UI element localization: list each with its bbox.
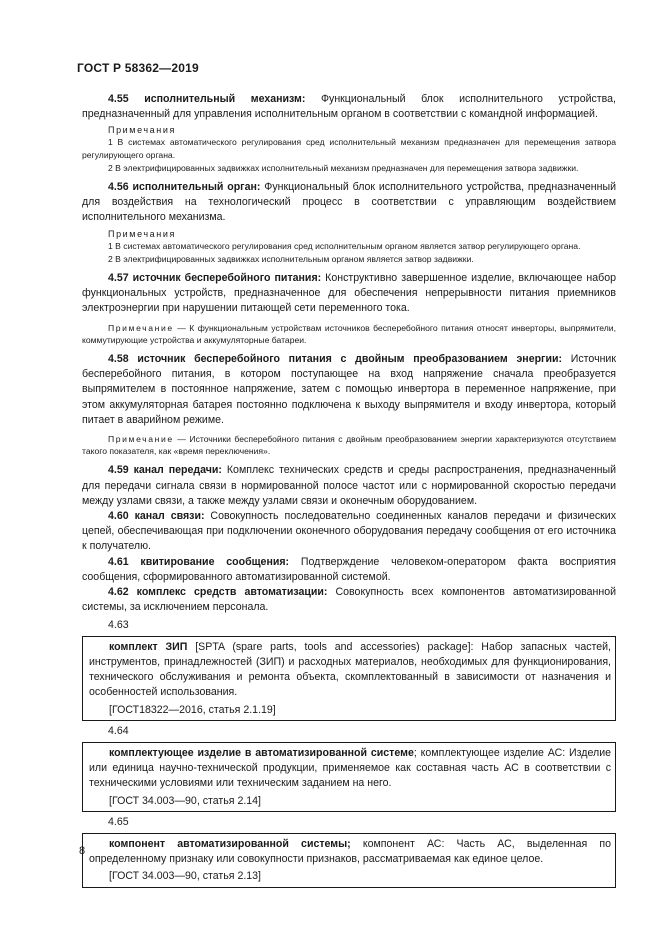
term-name: комплектующее изделие в автоматизированной системе <box>109 746 414 759</box>
note-label: Примечание <box>108 434 174 445</box>
term-definition: Совокупность всех компонентов автоматизированной системы, за исключением персонала. <box>82 586 617 614</box>
term-number: 4.62 <box>108 586 129 599</box>
document-body <box>82 92 616 891</box>
term-number: 4.56 <box>108 181 129 194</box>
definition-4-65 <box>89 837 611 867</box>
note-text: — К функциональным устройствам источников бесперебойного питания относят инверторы, выпрямители, коммутирующие устройства и аккумуляторные батареи. <box>82 322 616 345</box>
term-name: комплект ЗИП <box>109 640 188 653</box>
definition-4-56 <box>82 180 616 226</box>
term-number: 4.65 <box>108 815 129 828</box>
term-number: 4.60 <box>108 510 129 523</box>
term-number: 4.64 <box>108 724 129 737</box>
term-definition: Функциональный блок исполнительного устройства, предназначенный для воздействия на технологический процесс в соответствии с управляющим воздействием исполнительного механизма. <box>82 181 616 224</box>
term-definition: ; комплектующее изделие АС: Изделие или единица научно-технической продукции, применяемое как составная часть АС в соответствии с техническими условиями или техническим заданием на него. <box>89 746 612 790</box>
term-number: 4.57 <box>108 272 129 285</box>
note-item <box>82 322 616 346</box>
term-name: источник бесперебойного питания: <box>132 272 322 285</box>
note-text: — Источники бесперебойного питания с двойным преобразованием энергии характеризуются отсутствием такого показателя, как «время переключения». <box>82 434 616 457</box>
term-number: 4.61 <box>108 555 129 568</box>
term-number: 4.58 <box>108 353 129 366</box>
term-definition: Совокупность последовательно соединенных каналов передачи и физических цепей, обеспечивающая при подключении оконечного оборудования передачу сообщения от его источника к получателю. <box>82 510 616 553</box>
note-label: Примечание <box>108 322 174 333</box>
source-reference: [ГОСТ 34.003—90, статья 2.14] <box>109 794 262 807</box>
term-name: канал связи: <box>134 510 205 523</box>
term-name: компонент автоматизированной системы; <box>109 837 351 850</box>
source-reference: [ГОСТ 34.003—90, статья 2.13] <box>109 870 262 883</box>
definition-4-64 <box>89 746 611 792</box>
note-item: 2 В электрифицированных задвижках исполнительным органом является затвор задвижки. <box>108 253 474 264</box>
cited-definition-box <box>82 742 616 812</box>
definition-4-61 <box>82 555 616 585</box>
term-number: 4.55 <box>108 93 129 105</box>
page-number: 8 <box>79 845 86 857</box>
notes-heading: Примечания <box>108 125 176 136</box>
term-definition: Конструктивно завершенное изделие, включающее набор функциональных устройств, предназначенное для обеспечения непрерывности питания приемников электроэнергии при нарушении питающей сети переменного тока. <box>82 272 616 315</box>
definition-4-59 <box>82 463 616 509</box>
term-number: 4.63 <box>108 618 129 631</box>
definition-4-63 <box>89 640 611 701</box>
definition-4-62 <box>82 585 616 615</box>
term-name: исполнительный орган: <box>132 181 261 194</box>
definition-4-55 <box>82 92 616 122</box>
note-item <box>82 433 616 457</box>
term-name: канал передачи: <box>133 464 222 477</box>
note-item: 1 В системах автоматического регулирования сред исполнительным органом является затвор регулирующего органа. <box>108 240 581 251</box>
note-item: 1 В системах автоматического регулирования сред исполнительный механизм предназначен для перемещения затвора регулирующего органа. <box>82 137 616 160</box>
definition-4-57 <box>82 271 616 317</box>
term-number: 4.59 <box>108 464 129 477</box>
term-definition: Комплекс технических средств и среды распространения, предназначенный для передачи сигнала связи в нормированной полосе частот или с нормированной скоростью передачи между узлами связи, а также между узлами связи и оконечным оборудованием. <box>82 464 616 507</box>
term-name: комплекс средств автоматизации: <box>136 586 328 599</box>
cited-definition-box <box>82 636 616 721</box>
term-definition: [SPTA (spare parts, tools and accessories) package]: Набор запасных частей, инструментов, принадлежностей (ЗИП) и расходных материалов, необходимых для функционирования, технического обслуживания и ремонта объекта, скомплектованный в зависимости от назначения и особенностей использования. <box>89 640 611 699</box>
source-reference: [ГОСТ18322—2016, статья 2.1.19] <box>109 703 276 716</box>
note-item: 2 В электрифицированных задвижках исполнительный механизм предназначен для перемещения затвора задвижки. <box>108 162 579 173</box>
definition-4-58 <box>82 352 616 428</box>
term-name: квитирование сообщения: <box>140 555 290 568</box>
term-definition: Источник бесперебойного питания, в котором поступающее на вход напряжение сначала преобразуется выпрямителем в постоянное напряжение, затем с помощью инвертора в переменное напряжение, при этом аккумуляторная батарея постоянно подключена к выходу выпрямителя и входу инвертора, который питает в аварийном режиме. <box>82 353 616 426</box>
term-definition: Подтверждение человеком-оператором факта восприятия сообщения, сформированного автоматизированной системой. <box>82 555 616 583</box>
term-definition: Функциональный блок исполнительного устройства, предназначенный для управления исполнительным органом в соответствии с командной информацией. <box>82 93 616 121</box>
term-name: источник бесперебойного питания с двойным преобразованием энергии: <box>137 353 563 366</box>
notes-heading: Примечания <box>108 228 176 239</box>
cited-definition-box <box>82 833 616 888</box>
definition-4-60 <box>82 509 616 555</box>
term-definition: компонент АС: Часть АС, выделенная по определенному признаку или совокупности признаков, рассматриваемая как единое целое. <box>89 837 611 866</box>
standard-header: ГОСТ Р 58362—2019 <box>77 61 199 75</box>
term-name: исполнительный механизм: <box>144 93 306 105</box>
